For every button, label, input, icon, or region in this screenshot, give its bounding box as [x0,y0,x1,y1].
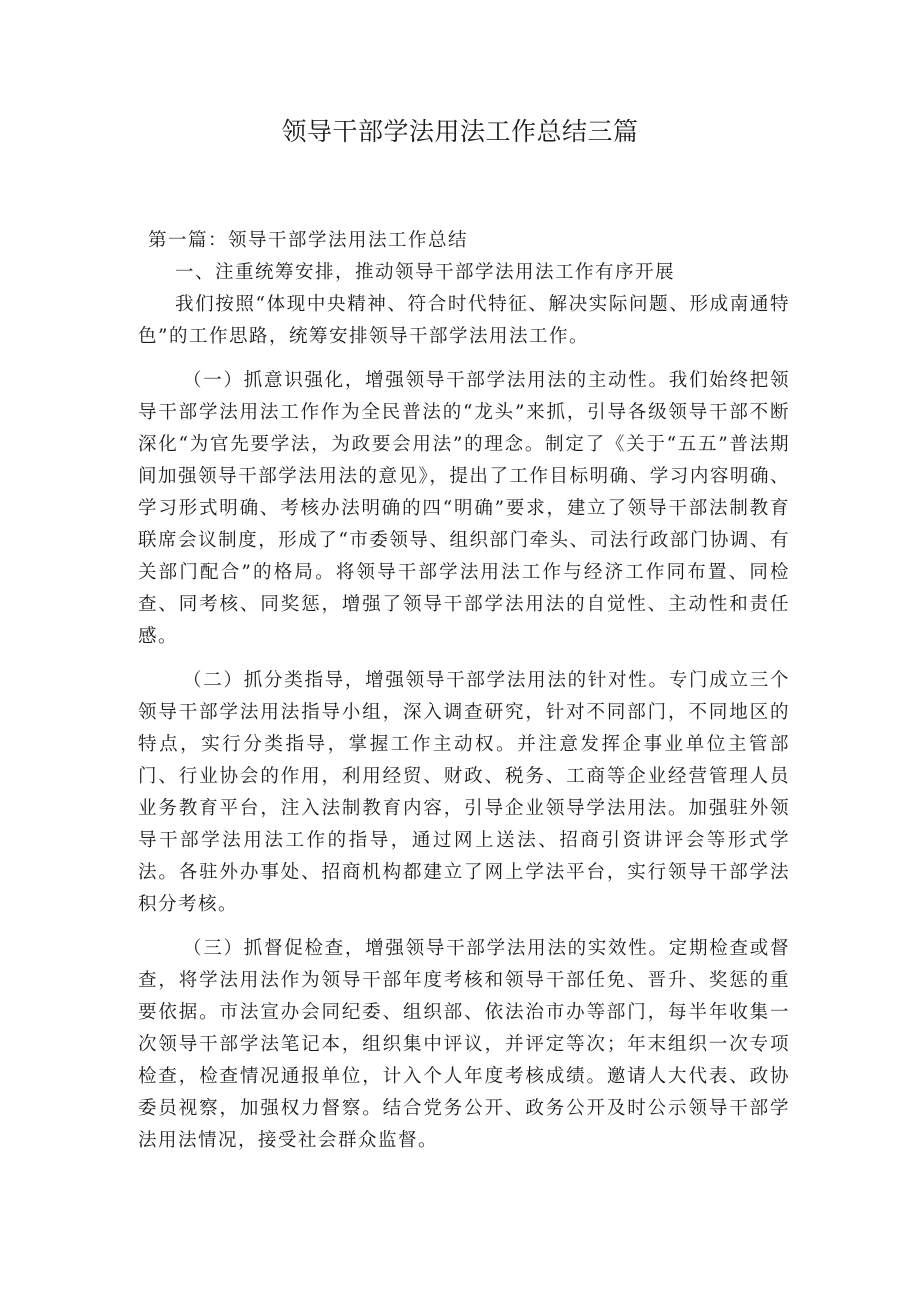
part-heading: 第一篇：领导干部学法用法工作总结 [148,230,469,251]
paragraph-item-2: （二）抓分类指导，增强领导干部学法用法的针对性。专门成立三个领导干部学法用法指导小组，深入调查研究，针对不同部门，不同地区的特点，实行分类指导，掌握工作主动权。并注意发挥企事业单位主管部门、行业协会的作用，利用经贸、财政、税务、工商等企业经营管理人员业务教育平台，注入法制教育内容，引导企业领导学法用法。加强驻外领导干部学法用法工作的指导，通过网上送法、招商引资讲评会等形式学法。各驻外办事处、招商机构都建立了网上学法平台，实行领导干部学法积分考核。 [138,670,790,915]
section-heading: 一、注重统筹安排，推动领导干部学法用法工作有序开展 [175,262,676,283]
document-body [138,225,790,1157]
document-title: 领导干部学法用法工作总结三篇 [281,117,639,146]
paragraph-item-1: （一）抓意识强化，增强领导干部学法用法的主动性。我们始终把领导干部学法用法工作作为全民普法的“龙头”来抓，引导各级领导干部不断深化“为官先要学法，为政要会用法”的理念。制定了《关于“五五”普法期间加强领导干部学法用法的意见》，提出了工作目标明确、学习内容明确、学习形式明确、考核办法明确的四“明确”要求，建立了领导干部法制教育联席会议制度，形成了“市委领导、组织部门牵头、司法行政部门协调、有关部门配合”的格局。将领导干部学法用法工作与经济工作同布置、同检查、同考核、同奖惩，增强了领导干部学法用法的自觉性、主动性和责任感。 [138,370,790,647]
paragraph-item-3: （三）抓督促检查，增强领导干部学法用法的实效性。定期检查或督查，将学法用法作为领导干部年度考核和领导干部任免、晋升、奖惩的重要依据。市法宣办会同纪委、组织部、依法治市办等部门，每半年收集一次领导干部学法笔记本，组织集中评议，并评定等次；年末组织一次专项检查，检查情况通报单位，计入个人年度考核成绩。邀请人大代表、政协委员视察，加强权力督察。结合党务公开、政务公开及时公示领导干部学法用法情况，接受社会群众监督。 [138,938,790,1151]
paragraph-intro: 我们按照“体现中央精神、符合时代特征、解决实际问题、形成南通特色”的工作思路，统筹安排领导干部学法用法工作。 [138,294,790,347]
